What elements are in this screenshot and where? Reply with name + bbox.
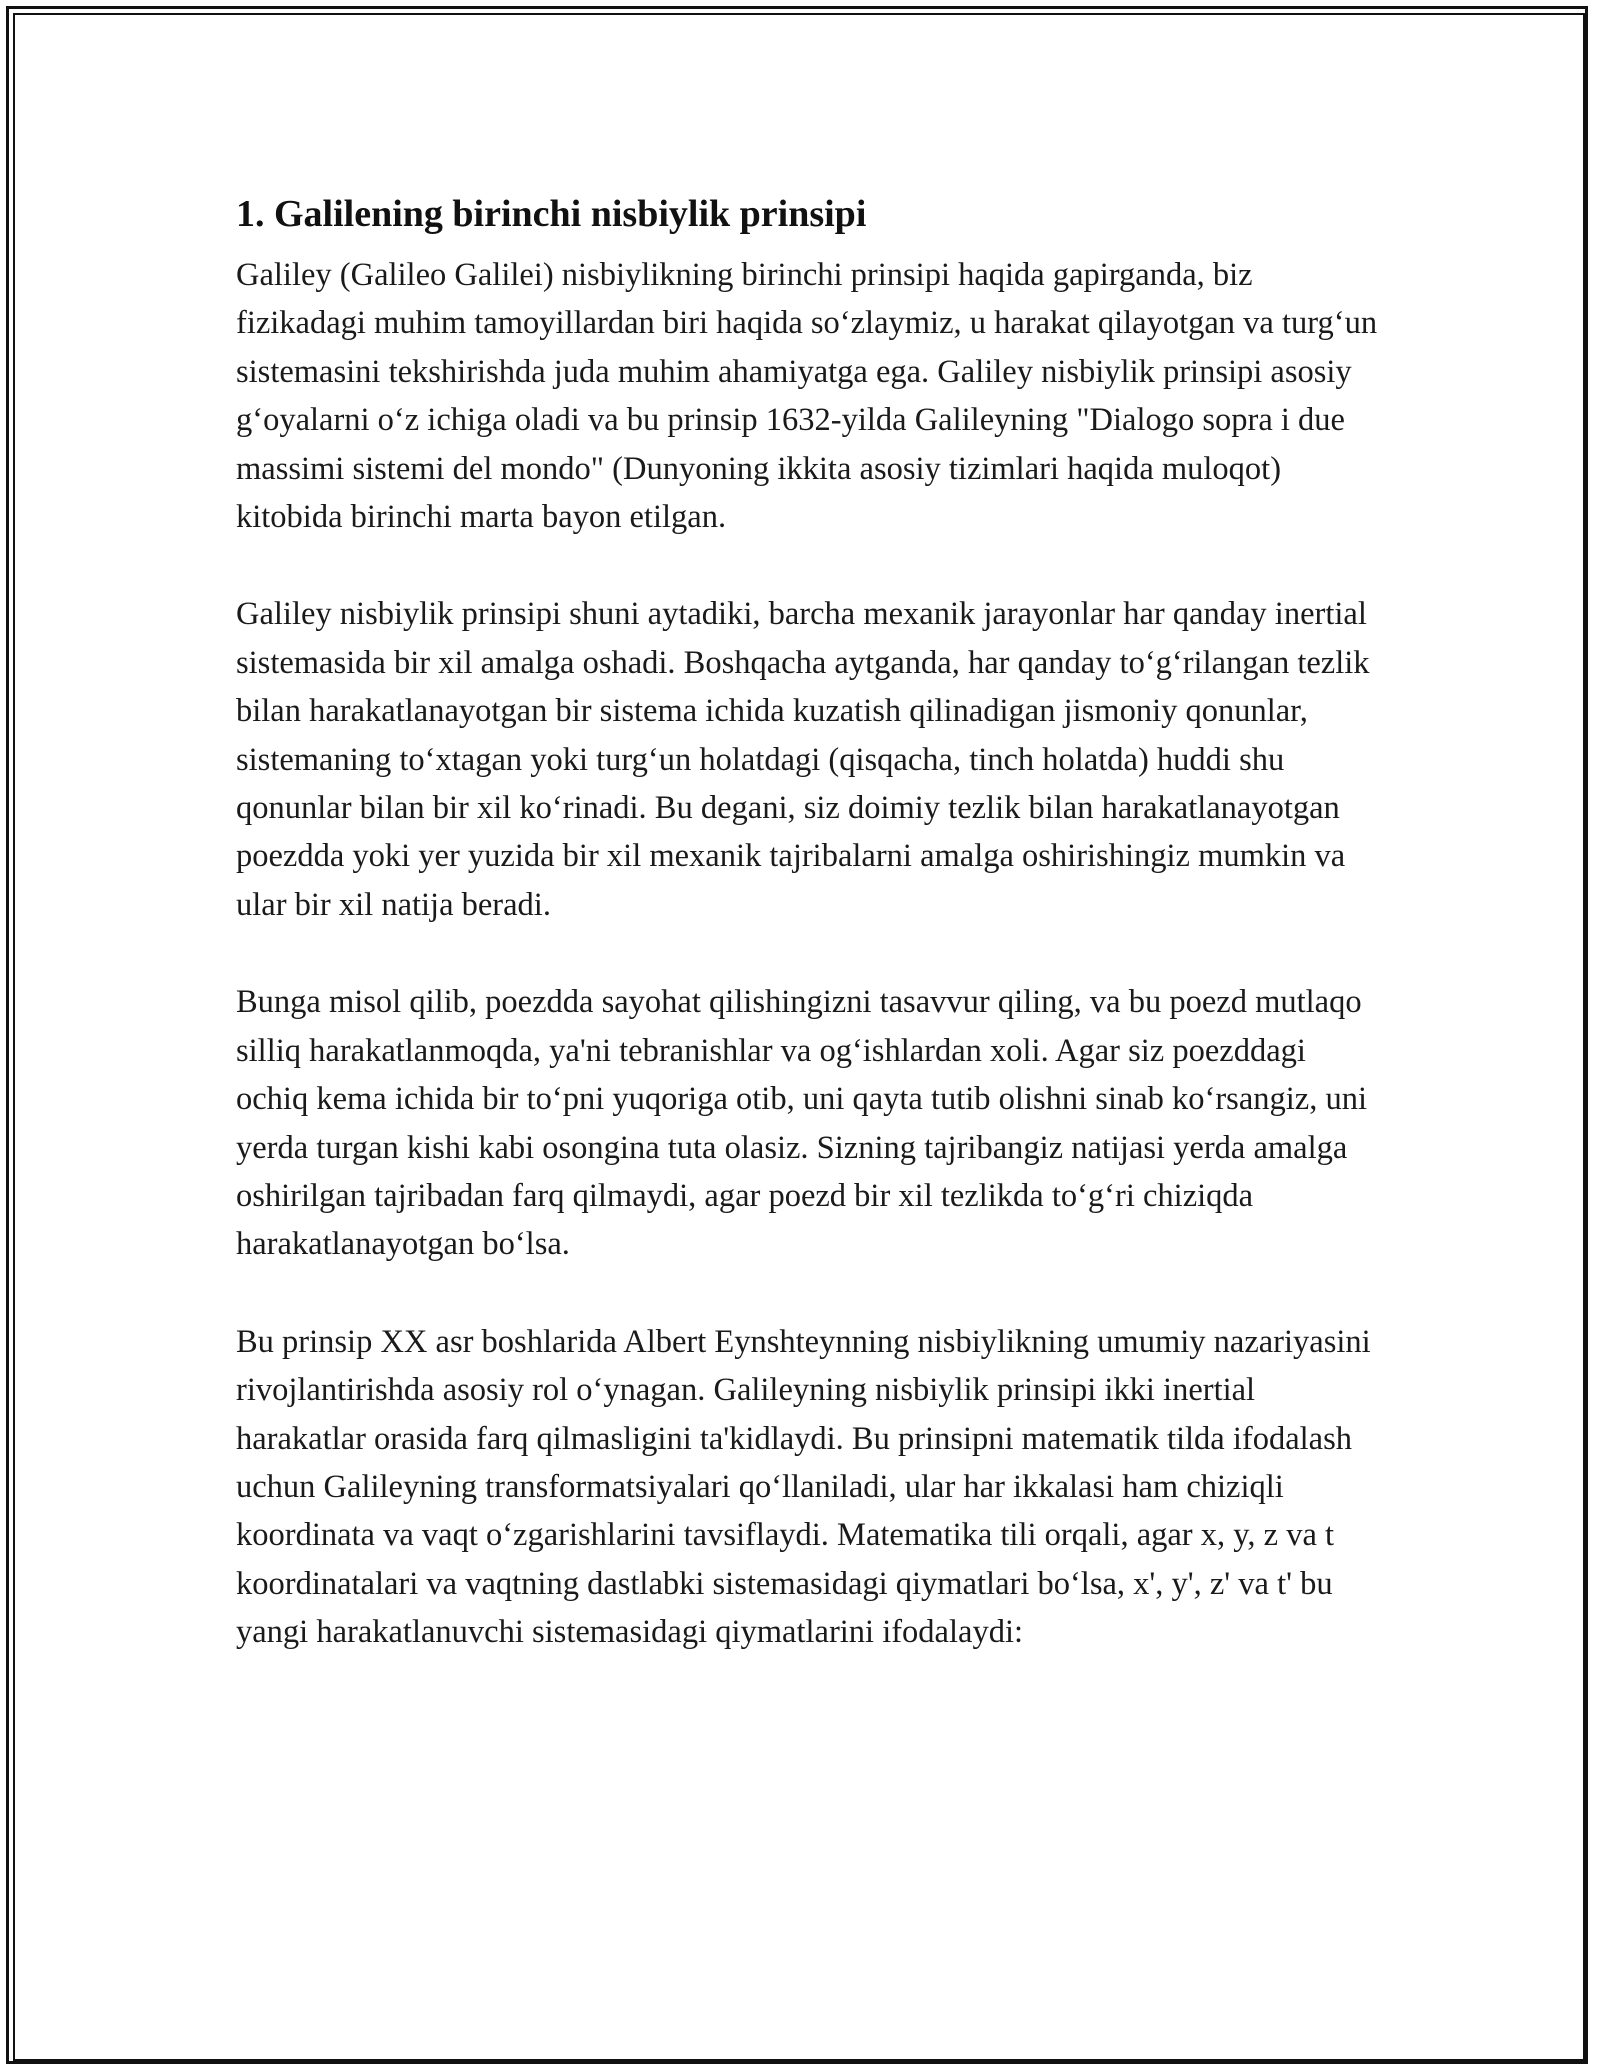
paragraph-1: Galiley (Galileo Galilei) nisbiylikning birinchi prinsipi haqida gapirganda, biz fizikadagi muhim tamoyillardan biri haqida so‘zlaymiz, u harakat qilayotgan va turg‘un sistemasini tekshirishda juda muhim ahamiyatga ega. Galiley nisbiylik prinsipi asosiy g‘oyalarni o‘z ichiga oladi va bu prinsip 1632-yilda Galileyning "Dialogo sopra i due massimi sistemi del mondo" (Dunyoning ikkita asosiy tizimlari haqida muloqot) kitobida birinchi marta bayon etilgan. — [236, 257, 1378, 536]
section-heading: 1. Galilening birinchi nisbiylik prinsipi — [236, 193, 867, 235]
paragraph-3: Bunga misol qilib, poezdda sayohat qilishingizni tasavvur qiling, va bu poezd mutlaqo silliq harakatlanmoqda, ya'ni tebranishlar va og‘ishlardan xoli. Agar siz poezddagi ochiq kema ichida bir to‘pni yuqoriga otib, uni qayta tutib olishni sinab ko‘rsangiz, uni yerda turgan kishi kabi osongina tuta olasiz. Sizning tajribangiz natijasi yerda amalga oshirilgan tajribadan farq qilmaydi, agar poezd bir xil tezlikda to‘g‘ri chiziqda harakatlanayotgan bo‘lsa. — [236, 984, 1367, 1263]
paragraph-4: Bu prinsip XX asr boshlarida Albert Eynshteynning nisbiylikning umumiy nazariyasini rivojlantirishda asosiy rol o‘ynagan. Galileyning nisbiylik prinsipi ikki inertial harakatlar orasida farq qilmasligini ta'kidlaydi. Bu prinsipni matematik tilda ifodalash uchun Galileyning transformatsiyalari qo‘llaniladi, ular har ikkalasi ham chiziqli koordinata va vaqt o‘zgarishlarini tavsiflaydi. Matematika tili orqali, agar x, y, z va t koordinatalari va vaqtning dastlabki sistemasidagi qiymatlari bo‘lsa, x', y', z' va t' bu yangi harakatlanuvchi sistemasidagi qiymatlarini ifodalaydi: — [236, 1323, 1371, 1651]
paragraph-2: Galiley nisbiylik prinsipi shuni aytadiki, barcha mexanik jarayonlar har qanday inertial sistemasida bir xil amalga oshadi. Boshqacha aytganda, har qanday to‘g‘rilangan tezlik bilan harakatlanayotgan bir sistema ichida kuzatish qilinadigan jismoniy qonunlar, sistemaning to‘xtagan yoki turg‘un holatdagi (qisqacha, tinch holatda) huddi shu qonunlar bilan bir xil ko‘rinadi. Bu degani, siz doimiy tezlik bilan harakatlanayotgan poezdda yoki yer yuzida bir xil mexanik tajribalarni amalga oshirishingiz mumkin va ular bir xil natija beradi. — [236, 596, 1370, 923]
document-body — [236, 185, 1386, 1706]
